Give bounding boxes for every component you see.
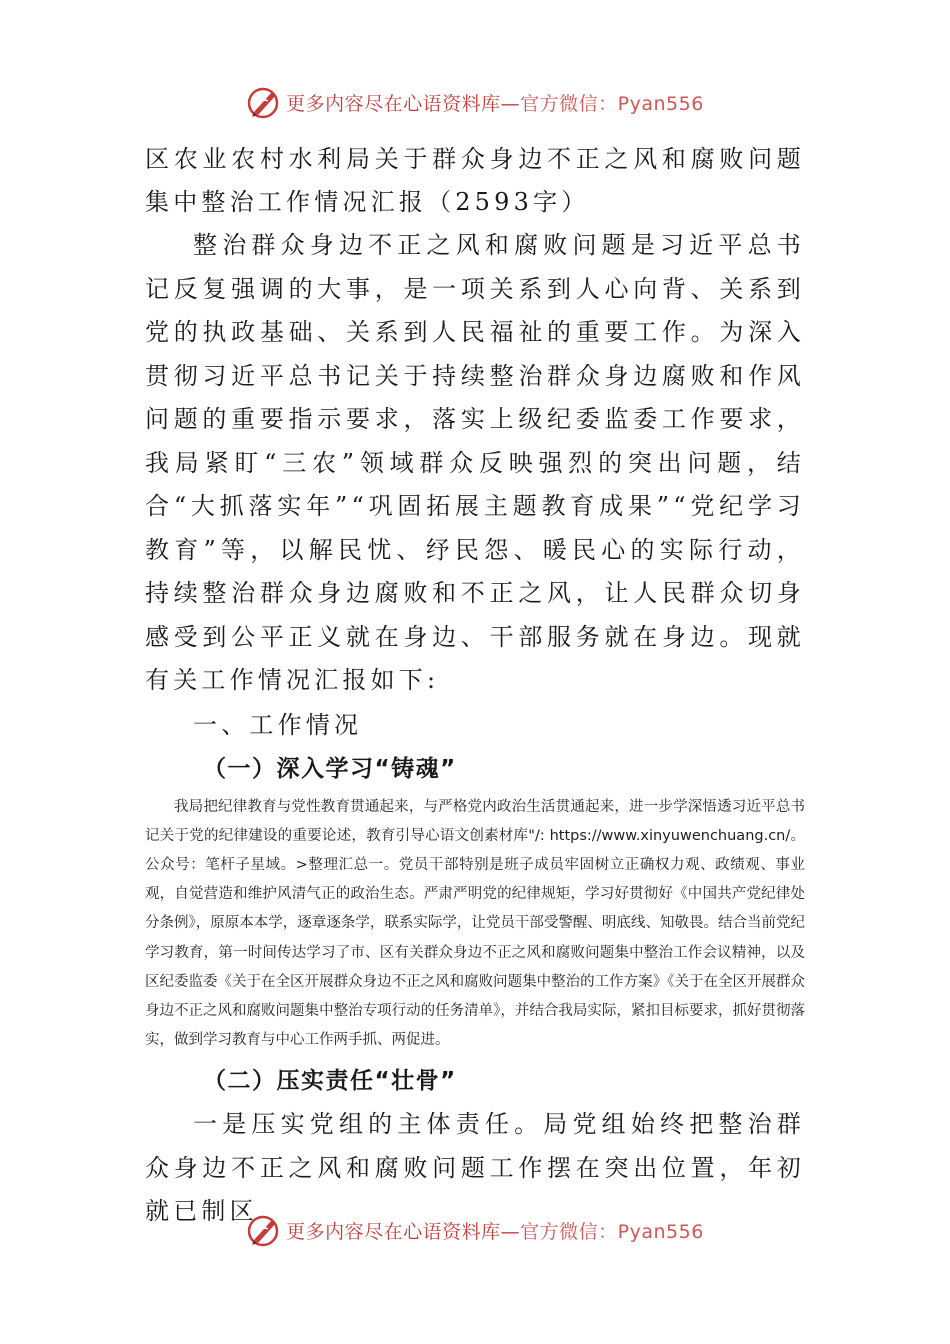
pen-circle-logo-icon xyxy=(246,1212,282,1248)
intro-paragraph: 整治群众身边不正之风和腐败问题是习近平总书记反复强调的大事，是一项关系到人心向背、关系到党的执政基础、关系到人民福祉的重要工作。为深入贯彻习近平总书记关于持续整治群众身边腐败和作风问题的重要指示要求，落实上级纪委监委工作要求，我局紧盯“三农”领域群众反映强烈的突出问题，结合“大抓落实年”“巩固拓展主题教育成果”“党纪学习教育”等，以解民忧、纾民怨、暖民心的实际行动，持续整治群众身边腐败和不正之风，让人民群众切身感受到公平正义就在身边、干部服务就在身边。现就有关工作情况汇报如下: xyxy=(145,231,805,694)
subsection-study-body: 我局把纪律教育与党性教育贯通起来，与严格党内政治生活贯通起来，进一步学深悟透习近平总书记关于党的纪律建设的重要论述，教育引导心语文创素材库"/: https://www.xinyuwenchuang.cn/。公众号：笔杆子星域。>整理汇总一。党员干部特别是班子成员牢固树立正确权力观、政绩观、事业观，自觉营造和维护风清气正的政治生态。严肃严明党的纪律规矩，学习好贯彻好《中国共产党纪律处分条例》，原原本本学，逐章逐条学，联系实际学，让党员干部受警醒、明底线、知敬畏。结合当前党纪学习教育，第一时间传达学习了市、区有关群众身边不正之风和腐败问题集中整治工作会议精神，以及区纪委监委《关于在全区开展群众身边不正之风和腐败问题集中整治的工作方案》《关于在全区开展群众身边不正之风和腐败问题集中整治专项行动的任务清单》，并结合我局实际，紧扣目标要求，抓好贯彻落实，做到学习教育与中心工作两手抓、两促进。 xyxy=(145,798,805,1049)
header-banner-text xyxy=(286,89,704,116)
header-banner xyxy=(0,82,950,122)
subsection-heading-study: （一）深入学习“铸魂” xyxy=(203,755,457,782)
banner-wechat: 官方微信：Pyan556 xyxy=(520,92,704,115)
banner-site-name: 更多内容尽在心语资料库— xyxy=(286,1220,521,1243)
document-title: 区农业农村水利局关于群众身边不正之风和腐败问题集中整治工作情况汇报（2593字） xyxy=(145,145,805,216)
document-body xyxy=(145,138,805,1234)
banner-site-name: 更多内容尽在心语资料库— xyxy=(286,92,521,115)
subsection-heading-responsibility: （二）压实责任“壮骨” xyxy=(203,1068,457,1095)
banner-wechat: 官方微信：Pyan556 xyxy=(520,1220,704,1243)
footer-banner-text xyxy=(286,1217,704,1244)
pen-circle-logo-icon xyxy=(246,84,282,120)
footer-banner xyxy=(0,1210,950,1250)
section-heading-work-status: 一、工作情况 xyxy=(193,710,363,739)
subsection-responsibility-body: 一是压实党组的主体责任。局党组始终把整治群众身边不正之风和腐败问题工作摆在突出位置，年初就已制区 xyxy=(145,1110,805,1226)
